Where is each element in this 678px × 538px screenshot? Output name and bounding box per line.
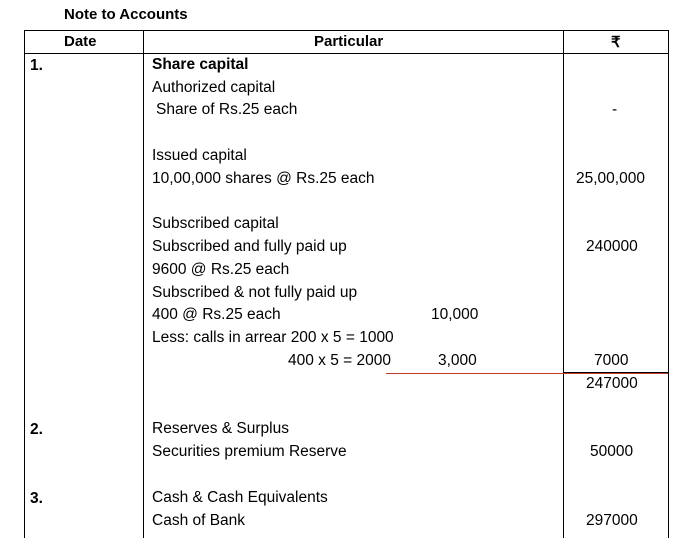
authorized-amount: - xyxy=(612,101,618,118)
date-column-divider xyxy=(143,30,144,538)
header-amount: ₹ xyxy=(611,34,621,51)
header-bottom-border xyxy=(24,53,669,54)
note-number: 2. xyxy=(30,421,43,438)
note-heading: Reserves & Surplus xyxy=(152,420,289,437)
calls-inner-amount: 3,000 xyxy=(438,352,477,369)
issued-shares: 10,00,000 shares @ Rs.25 each xyxy=(152,170,375,187)
note-number: 3. xyxy=(30,490,43,507)
calls-in-arrear-line-1: Less: calls in arrear 200 x 5 = 1000 xyxy=(152,329,394,346)
note-heading: Share capital xyxy=(152,56,249,73)
issued-amount: 25,00,000 xyxy=(576,170,645,187)
net-not-fully-paid-amount: 7000 xyxy=(594,352,629,369)
table-left-border xyxy=(24,30,25,538)
cash-of-bank-amount: 297000 xyxy=(586,512,638,529)
subscribed-capital: Subscribed capital xyxy=(152,215,279,232)
issued-capital: Issued capital xyxy=(152,147,247,164)
header-particular: Particular xyxy=(314,33,384,50)
not-fully-paid-line: Subscribed & not fully paid up xyxy=(152,284,358,301)
not-fully-paid-inner-amount: 10,000 xyxy=(431,306,479,323)
amount-column-divider xyxy=(563,30,564,538)
subtotal-underline xyxy=(386,373,668,374)
table-top-border xyxy=(24,30,669,31)
fully-paid-shares: 9600 @ Rs.25 each xyxy=(152,261,290,278)
table-right-border xyxy=(668,30,669,538)
fully-paid-amount: 240000 xyxy=(586,238,638,255)
note-number: 1. xyxy=(30,57,43,74)
authorized-capital: Authorized capital xyxy=(152,79,276,96)
securities-premium-line: Securities premium Reserve xyxy=(152,443,347,460)
share-capital-total: 247000 xyxy=(586,375,638,392)
securities-premium-amount: 50000 xyxy=(590,443,634,460)
fully-paid-line: Subscribed and fully paid up xyxy=(152,238,347,255)
cash-of-bank-line: Cash of Bank xyxy=(152,512,246,529)
calls-in-arrear-line-2: 400 x 5 = 2000 xyxy=(288,352,391,369)
note-heading: Cash & Cash Equivalents xyxy=(152,489,328,506)
note-title: Note to Accounts xyxy=(64,6,188,23)
not-fully-paid-shares: 400 @ Rs.25 each xyxy=(152,306,281,323)
authorized-shares: Share of Rs.25 each xyxy=(156,101,298,118)
header-date: Date xyxy=(64,33,97,50)
